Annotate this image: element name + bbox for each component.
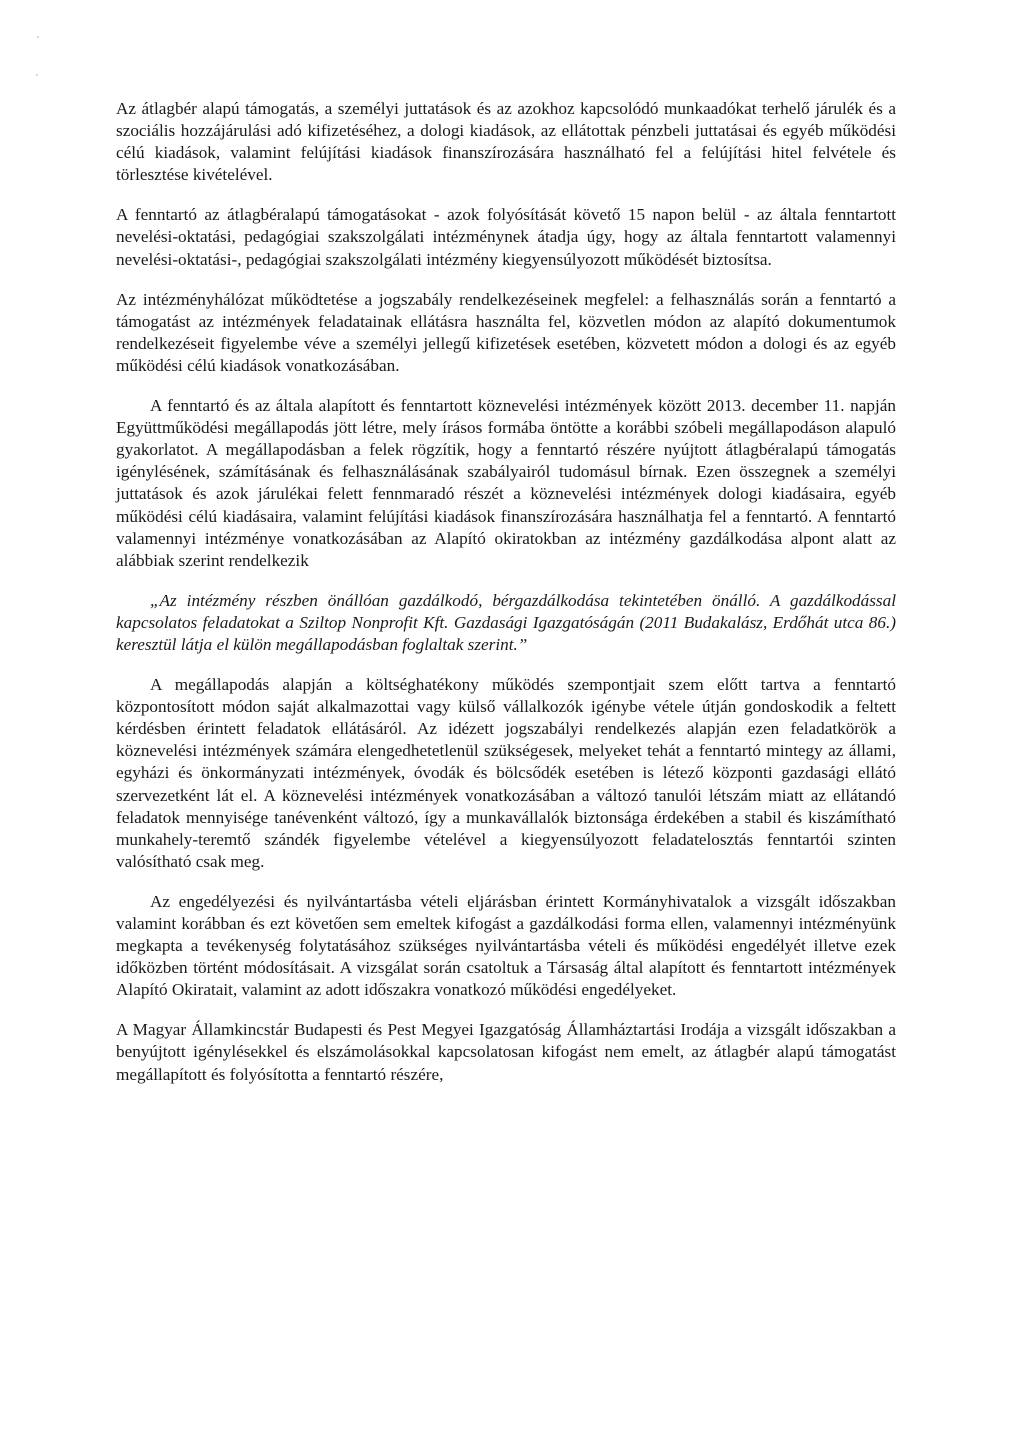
- scan-speck: [37, 36, 39, 38]
- document-page: [116, 98, 896, 1086]
- paragraph-charter-quote: „Az intézmény részben önállóan gazdálkodó, bérgazdálkodása tekintetében önálló. A gazdálkodással kapcsolatos feladatokat a Sziltop Nonprofit Kft. Gazdasági Igazgatóságán (2011 Budakalász, Erdőhát utca 86.) keresztül látja el külön megállapodásban foglaltak szerint.”: [116, 590, 896, 654]
- paragraph-network-operation: Az intézményhálózat működtetése a jogszabály rendelkezéseinek megfelel: a felhasználás során a fenntartó a támogatást az intézmények feladatainak ellátásra használta fel, közvetlen módon az alapító dokumentumok rendelkezéseit figyelembe véve a személyi jellegű kifizetések esetében, közvetett módon a dologi és az egyéb működési célú kiadások vonatkozásában.: [116, 289, 896, 375]
- paragraph-funding-usage: Az átlagbér alapú támogatás, a személyi juttatások és az azokhoz kapcsolódó munkaadókat terhelő járulék és a szociális hozzájárulási adó kifizetéséhez, a dologi kiadások, az ellátottak pénzbeli juttatásai és egyéb működési célú kiadások, valamint felújítási kiadások finanszírozására használható fel a felújítási hitel felvétele és törlesztése kivételével.: [116, 99, 896, 185]
- paragraph-treasury: A Magyar Államkincstár Budapesti és Pest Megyei Igazgatóság Államháztartási Irodája a vizsgált időszakban a benyújtott igénylésekkel és elszámolásokkal kapcsolatosan kifogást nem emelt, az átlagbér alapú támogatást megállapított és folyósította a fenntartó részére,: [116, 1020, 896, 1084]
- paragraph-transfer-rule: A fenntartó az átlagbéralapú támogatásokat - azok folyósítását követő 15 napon belül - az általa fenntartott nevelési-oktatási, pedagógiai szakszolgálati intézménynek átadja úgy, hogy az általa fenntartott valamennyi nevelési-oktatási-, pedagógiai szakszolgálati intézmény kiegyensúlyozott működését biztosítsa.: [116, 205, 896, 269]
- scan-speck: [36, 74, 38, 76]
- paragraph-licensing: Az engedélyezési és nyilvántartásba vételi eljárásban érintett Kormányhivatalok a vizsgált időszakban valamint korábban és ezt követően sem emeltek kifogást a gazdálkodási forma ellen, valamennyi intézményünk megkapta a tevékenység folytatásához szükséges nyilvántartásba vételi és működési engedélyét illetve ezek időközben történt módosításait. A vizsgálat során csatoltuk a Társaság által alapított és fenntartott intézmények Alapító Okiratait, valamint az adott időszakra vonatkozó működési engedélyeket.: [116, 891, 896, 1000]
- paragraph-cost-efficiency: A megállapodás alapján a költséghatékony működés szempontjait szem előtt tartva a fenntartó központosított módon saját alkalmazottai vagy külső vállalkozók igénybe vétele útján gondoskodik a feltett kérdésben érintett feladatok ellátásáról. Az idézett jogszabályi rendelkezés alapján ezen feladatkörök a köznevelési intézmények számára elengedhetetlenül szükségesek, melyeket tehát a fenntartó mintegy az állami, egyházi és önkormányzati intézmények, óvodák és bölcsődék esetében is létező központi gazdasági ellátó szervezetként lát el. A köznevelési intézmények vonatkozásában a változó tanulói létszám miatt az ellátandó feladatok mennyisége tanévenként változó, így a munkavállalók biztonsága érdekében a stabil és kiszámítható munkahely-teremtő szándék figyelembe vételével a kiegyensúlyozott feladatelosztás fenntartói szinten valósítható csak meg.: [116, 675, 896, 871]
- paragraph-cooperation-agreement: A fenntartó és az általa alapított és fenntartott köznevelési intézmények között 2013. december 11. napján Együttműködési megállapodás jött létre, mely írásos formába öntötte a korábbi szóbeli megállapodáson alapuló gyakorlatot. A megállapodásban a felek rögzítik, hogy a fenntartó részére nyújtott átlagbéralapú támogatás igénylésének, számításának és felhasználásának szabályairól tudomásul bírnak. Ezen összegnek a személyi juttatások és azok járulékai felett fennmaradó részét a köznevelési intézmények dologi kiadásaira, egyéb működési célú kiadásaira, valamint felújítási kiadások finanszírozására használhatja fel a fenntartó. A fenntartó valamennyi intézménye vonatkozásában az Alapító okiratokban az intézmény gazdálkodása alpont alatt az alábbiak szerint rendelkezik: [116, 396, 896, 570]
